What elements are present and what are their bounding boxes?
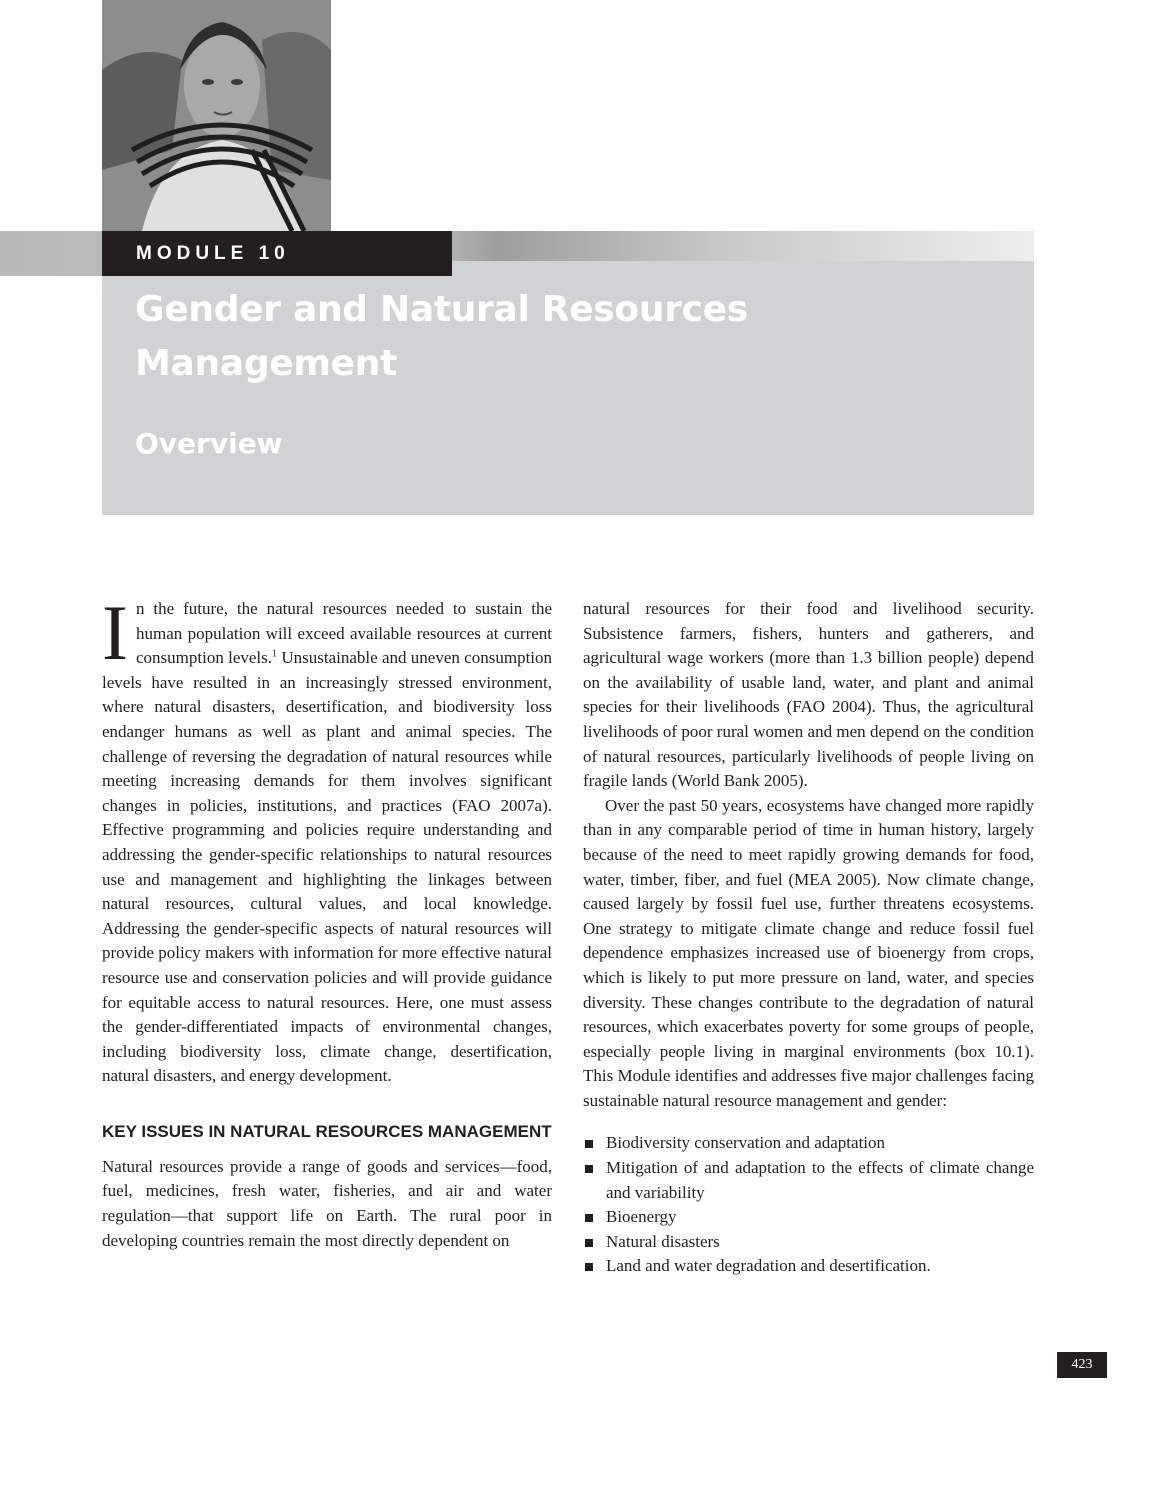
footnote-marker: 1 (272, 648, 278, 660)
left-column (102, 589, 553, 1253)
intro-text-continued: Unsustainable and uneven consumption levels have resulted in an increasingly stressed environment, where natural disasters, desertification, and biodiversity loss endanger humans as well as plant and animal species. The challenge of reversing the degradation of natural resources while meeting increasing demands for them involves significant changes in policies, institutions, and practices (FAO 2007a). Effective programming and policies require understanding and addressing the gender-specific relationships to natural resources use and management and highlighting the linkages between natural resources, cultural values, and local knowledge. Addressing the gender-specific aspects of natural resources will provide policy makers with information for more effective natural resource use and conservation policies and will provide guidance for equitable access to natural resources. Here, one must assess the gender-differentiated impacts of environmental changes, including biodiversity loss, climate change, desertification, natural disasters, and energy development. (102, 648, 553, 1086)
list-item: Mitigation of and adaptation to the effects of climate change and variability (583, 1156, 1034, 1205)
section-heading: KEY ISSUES IN NATURAL RESOURCES MANAGEMENT (102, 1121, 552, 1141)
module-label: MODULE 10 (102, 231, 452, 276)
ecosystems-paragraph: Over the past 50 years, ecosystems have changed more rapidly than in any comparable period of time in human history, largely because of the need to meet rapidly growing demands for food, water, timber, fiber, and fuel (MEA 2005). Now climate change, caused largely by fossil fuel use, further threatens ecosystems. One strategy to mitigate climate change and reduce fossil fuel dependence emphasizes increased use of bioenergy from crops, which is likely to put more pressure on land, water, and species diversity. These changes contribute to the degradation of natural resources, which exacerbates poverty for some groups of people, especially people living in marginal environments (box 10.1). This Module identifies and addresses five major challenges facing sustainable natural resource management and gender: (583, 795, 1034, 1110)
challenges-list (583, 1131, 1034, 1279)
portrait-photo-icon (102, 0, 331, 231)
intro-text: n the future, the natural resources needed to sustain the human population will exceed available resources at current consumption levels. (135, 599, 552, 668)
right-column (583, 597, 1034, 1279)
portrait-photo (102, 0, 331, 231)
list-item: Land and water degradation and desertification. (583, 1254, 1034, 1279)
page-title: Gender and Natural Resources Management (135, 289, 748, 384)
key-issues-paragraph-continued: natural resources for their food and livelihood security. Subsistence farmers, fishers, hunters and gatherers, and agricultural wage workers (more than 1.3 billion people) depend on the availability of usable land, water, and plant and animal species for their livelihoods (FAO 2004). Thus, the agricultural livelihoods of poor rural women and men depend on the condition of natural resources, particularly livelihoods of people living on fragile lands (World Bank 2005). (583, 599, 1034, 791)
page-number: 423 (1057, 1352, 1107, 1378)
list-item: Bioenergy (583, 1205, 1034, 1230)
drop-cap: I (102, 589, 128, 676)
key-issues-paragraph: Natural resources provide a range of goods and services—food, fuel, medicines, fresh water, fisheries, and air and water regulation—that support life on Earth. The rural poor in developing countries remain the most directly dependent on (102, 1156, 552, 1250)
intro-paragraph (102, 589, 553, 1089)
list-item: Natural disasters (583, 1230, 1034, 1255)
section-subtitle: Overview (135, 427, 283, 460)
list-item: Biodiversity conservation and adaptation (583, 1131, 1034, 1156)
